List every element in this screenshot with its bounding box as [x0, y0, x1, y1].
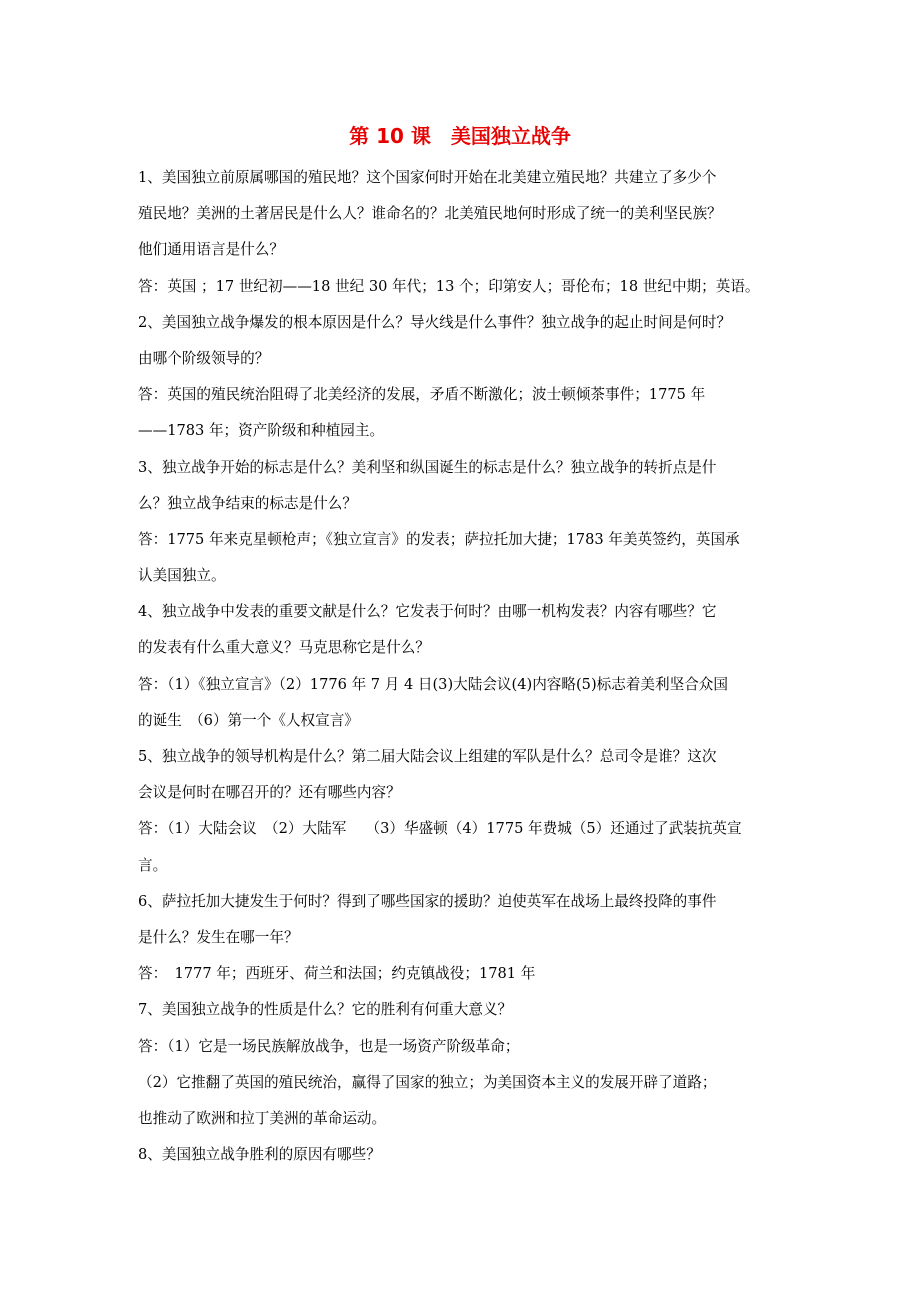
text-line: 殖民地？美洲的土著居民是什么人？谁命名的？北美殖民地何时形成了统一的美利坚民族？: [138, 205, 722, 223]
text-line: 由哪个阶级领导的？: [138, 349, 270, 367]
text-line: 答：（1）它是一场民族解放战争，也是一场资产阶级革命；: [138, 1037, 520, 1055]
answer-paragraph: [138, 381, 788, 453]
question-paragraph: [138, 888, 788, 960]
question-paragraph: [138, 454, 788, 526]
text-line: 7、美国独立战争的性质是什么？它的胜利有何重大意义？: [138, 1001, 513, 1019]
text-line: 么？独立战争结束的标志是什么？: [138, 494, 357, 512]
answer-paragraph: [138, 273, 788, 309]
text-line: 3、独立战争开始的标志是什么？美利坚和纵国诞生的标志是什么？独立战争的转折点是什: [138, 458, 717, 476]
text-line: 5、独立战争的领导机构是什么？第二届大陆会议上组建的军队是什么？总司令是谁？这次: [138, 748, 717, 765]
text-line: 8、美国独立战争胜利的原因有哪些？: [138, 1146, 381, 1164]
text-line: 答：1775 年来克星顿枪声；《独立宣言》的发表；萨拉托加大捷；1783 年美英签约，英国承: [138, 530, 740, 548]
question-paragraph: [138, 598, 788, 670]
text-line: 4、独立战争中发表的重要文献是什么？它发表于何时？由哪一机构发表？内容有哪些？它: [138, 603, 717, 621]
answer-paragraph: [138, 671, 788, 743]
text-line: 也推动了欧洲和拉丁美洲的革命运动。: [138, 1109, 387, 1127]
text-line: 答：英国 ；17 世纪初——18 世纪 30 年代；13 个；印第安人；哥伦布；18 世纪中期；英语。: [138, 277, 760, 295]
text-line: 会议是何时在哪召开的？还有哪些内容？: [138, 784, 401, 802]
text-line: 是什么？发生在哪一年？: [138, 928, 299, 946]
question-paragraph: [138, 1141, 788, 1177]
text-line: 答：（1）大陆会议 （2）大陆军 （3）华盛顿（4）1775 年费城（5）还通过了武装抗英宣: [138, 820, 742, 838]
answer-paragraph: [138, 815, 788, 887]
document-body: [138, 164, 788, 1177]
text-line: 的诞生 （6）第一个《人权宣言》: [138, 711, 359, 729]
question-paragraph: [138, 309, 788, 381]
text-line: 答：（1）《独立宣言》（2）1776 年 7 月 4 日(3)大陆会议(4)内容略(5)标志着美利坚合众国: [138, 675, 728, 693]
text-line: 的发表有什么重大意义？马克思称它是什么？: [138, 639, 430, 657]
text-line: 他们通用语言是什么？: [138, 241, 284, 259]
question-paragraph: [138, 743, 788, 815]
text-line: 6、萨拉托加大捷发生于何时？得到了哪些国家的援助？迫使英军在战场上最终投降的事件: [138, 892, 717, 910]
question-paragraph: [138, 164, 788, 273]
text-line: 答：英国的殖民统治阻碍了北美经济的发展，矛盾不断激化；波士顿倾茶事件；1775 年: [138, 386, 706, 404]
text-line: 1、美国独立前原属哪国的殖民地？这个国家何时开始在北美建立殖民地？共建立了多少个: [138, 169, 717, 186]
answer-paragraph: [138, 960, 788, 996]
text-line: 认美国独立。: [138, 567, 226, 585]
text-line: ——1783 年；资产阶级和种植园主。: [138, 422, 385, 440]
text-line: 言。: [138, 856, 168, 874]
question-paragraph: [138, 996, 788, 1032]
page-title: 第 10 课 美国独立战争: [349, 124, 571, 148]
text-line: 答： 1777 年；西班牙、荷兰和法国；约克镇战役；1781 年: [138, 965, 536, 983]
answer-paragraph: [138, 1033, 788, 1142]
answer-paragraph: [138, 526, 788, 598]
text-line: （2）它推翻了英国的殖民统治，赢得了国家的独立；为美国资本主义的发展开辟了道路；: [138, 1073, 717, 1091]
text-line: 2、美国独立战争爆发的根本原因是什么？导火线是什么事件？独立战争的起止时间是何时？: [138, 313, 732, 331]
